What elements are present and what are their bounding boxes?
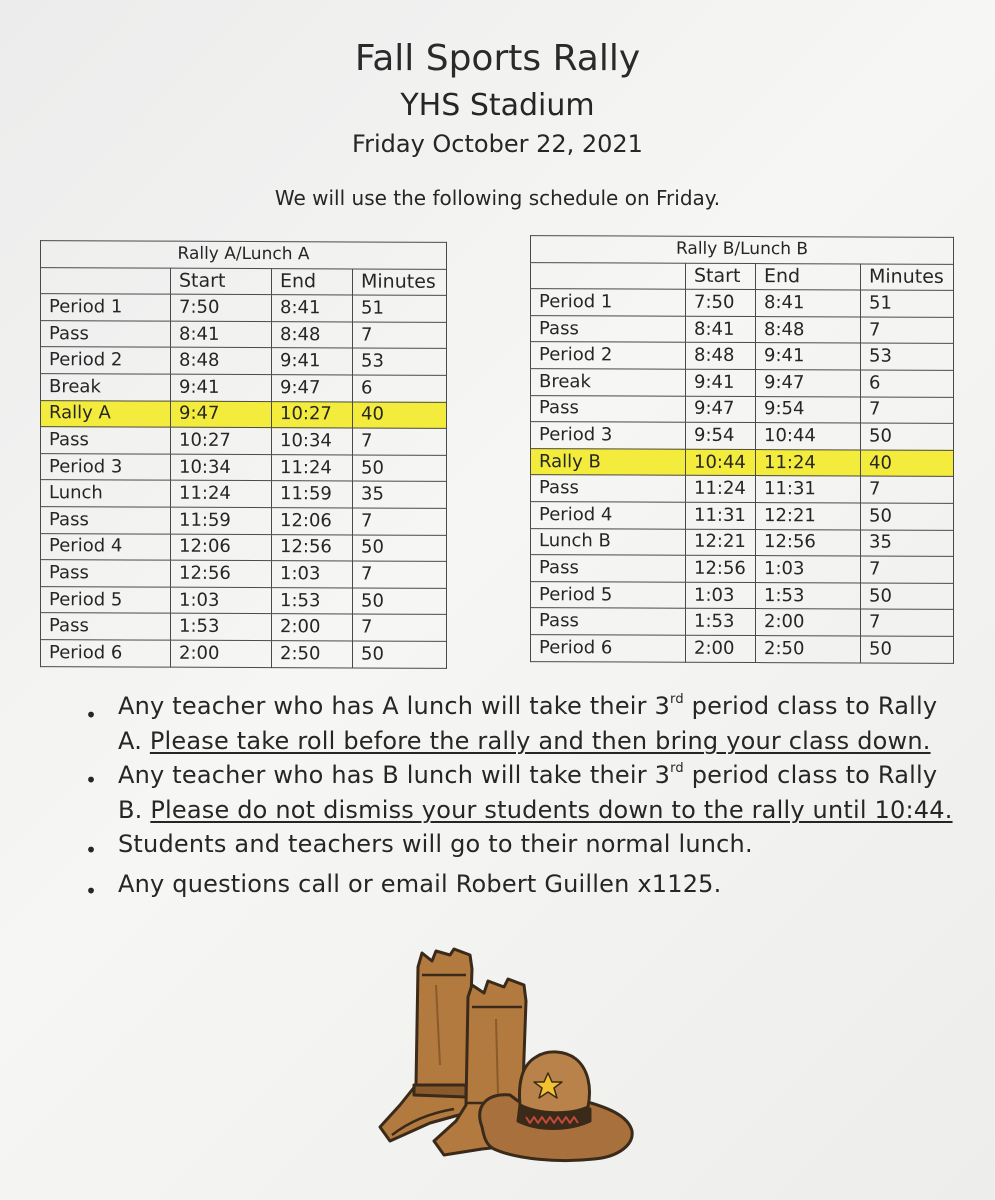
table-cell: 2:00 bbox=[756, 609, 861, 636]
table-cell: 2:50 bbox=[756, 635, 861, 662]
schedule-intro: We will use the following schedule on Friday. bbox=[274, 186, 721, 210]
table-cell: 2:00 bbox=[272, 614, 353, 641]
table-cell: 8:48 bbox=[686, 343, 756, 370]
table-cell: 7:50 bbox=[171, 294, 272, 321]
table-cell: 12:06 bbox=[171, 534, 272, 561]
column-header: Start bbox=[686, 263, 756, 290]
table-row bbox=[41, 507, 447, 535]
event-location: YHS Stadium bbox=[400, 88, 595, 123]
row-label: Period 2 bbox=[531, 342, 686, 369]
table-cell: 12:21 bbox=[756, 502, 861, 529]
table-row bbox=[531, 315, 954, 343]
row-label: Period 6 bbox=[41, 640, 171, 667]
table-cell: 6 bbox=[861, 370, 954, 397]
bullet-marker: • bbox=[85, 838, 97, 862]
schedule-table-b bbox=[530, 235, 954, 663]
table-cell: 7 bbox=[861, 397, 954, 424]
table-row bbox=[41, 586, 447, 614]
table-cell: 50 bbox=[861, 636, 954, 663]
table-cell: 7 bbox=[353, 322, 447, 349]
table-row bbox=[531, 422, 954, 450]
row-label: Break bbox=[41, 374, 171, 401]
table-row bbox=[531, 581, 954, 609]
table-cell: 7 bbox=[353, 428, 447, 455]
column-header: End bbox=[756, 263, 861, 290]
table-cell: 8:48 bbox=[171, 348, 272, 375]
table-cell: 8:41 bbox=[686, 316, 756, 343]
note-3: Students and teachers will go to their normal lunch. bbox=[118, 830, 753, 858]
column-header bbox=[41, 267, 171, 294]
table-cell: 9:47 bbox=[756, 370, 861, 397]
table-row bbox=[41, 533, 447, 561]
row-label: Pass bbox=[531, 395, 686, 422]
event-date: Friday October 22, 2021 bbox=[352, 130, 643, 158]
cowboy-boots-and-hat-icon bbox=[370, 945, 640, 1165]
row-label: Break bbox=[531, 369, 686, 396]
table-cell: 9:54 bbox=[686, 422, 756, 449]
table-cell: 10:34 bbox=[272, 428, 353, 455]
table-row bbox=[531, 475, 954, 503]
row-label: Period 4 bbox=[41, 533, 171, 560]
row-label: Pass bbox=[531, 475, 686, 502]
table-cell: 7 bbox=[861, 556, 954, 583]
table-cell: 11:59 bbox=[272, 481, 353, 508]
table-cell: 11:31 bbox=[686, 502, 756, 529]
table-cell: 53 bbox=[353, 348, 447, 375]
table-row bbox=[41, 374, 447, 402]
table-row bbox=[41, 427, 447, 455]
table-cell: 51 bbox=[861, 290, 954, 317]
table-row bbox=[41, 480, 447, 508]
table-cell: 1:53 bbox=[272, 587, 353, 614]
bullet-marker: • bbox=[85, 879, 97, 903]
column-header: End bbox=[272, 268, 353, 295]
row-label: Period 3 bbox=[41, 453, 171, 480]
page-title: Fall Sports Rally bbox=[354, 38, 641, 79]
table-cell: 50 bbox=[353, 641, 447, 668]
table-cell: 9:41 bbox=[756, 343, 861, 370]
table-cell: 1:03 bbox=[686, 582, 756, 609]
table-row bbox=[531, 528, 954, 556]
table-cell: 35 bbox=[861, 530, 954, 557]
table-cell: 9:47 bbox=[686, 396, 756, 423]
row-label: Pass bbox=[41, 427, 171, 454]
row-label: Lunch bbox=[41, 480, 171, 507]
table-cell: 40 bbox=[861, 450, 954, 477]
table-cell: 12:56 bbox=[756, 529, 861, 556]
row-label: Pass bbox=[531, 315, 686, 342]
table-cell: 50 bbox=[353, 455, 447, 482]
table-cell: 9:54 bbox=[756, 396, 861, 423]
table-caption: Rally A/Lunch A bbox=[41, 241, 447, 269]
table-cell: 9:41 bbox=[272, 348, 353, 375]
table-cell: 10:34 bbox=[171, 454, 272, 481]
column-header: Start bbox=[171, 268, 272, 295]
column-header: Minutes bbox=[861, 264, 954, 291]
table-row-highlighted bbox=[41, 400, 447, 428]
row-label: Pass bbox=[41, 613, 171, 640]
row-label: Period 5 bbox=[41, 586, 171, 613]
row-label: Period 1 bbox=[41, 294, 171, 321]
table-row bbox=[531, 502, 954, 530]
table-cell: 8:41 bbox=[756, 290, 861, 317]
row-label: Pass bbox=[41, 560, 171, 587]
table-cell: 12:56 bbox=[272, 534, 353, 561]
schedule-table-a bbox=[40, 240, 447, 668]
table-cell: 7 bbox=[861, 609, 954, 636]
table-cell: 2:00 bbox=[686, 635, 756, 662]
table-cell: 1:03 bbox=[171, 587, 272, 614]
table-row bbox=[41, 294, 447, 322]
table-row bbox=[531, 289, 954, 317]
table-cell: 7 bbox=[861, 476, 954, 503]
table-cell: 50 bbox=[353, 535, 447, 562]
table-row bbox=[531, 395, 954, 423]
table-cell: 1:53 bbox=[686, 609, 756, 636]
table-cell: 10:27 bbox=[171, 427, 272, 454]
table-cell: 6 bbox=[353, 375, 447, 402]
column-header: Minutes bbox=[353, 269, 447, 296]
bullet-marker: • bbox=[85, 703, 97, 727]
table-cell: 9:47 bbox=[171, 401, 272, 428]
table-cell: 8:48 bbox=[272, 321, 353, 348]
table-cell: 11:24 bbox=[686, 476, 756, 503]
table-row bbox=[41, 320, 447, 348]
table-row bbox=[531, 634, 954, 662]
row-label: Pass bbox=[531, 608, 686, 635]
table-cell: 8:41 bbox=[272, 295, 353, 322]
table-caption: Rally B/Lunch B bbox=[531, 236, 954, 264]
table-cell: 35 bbox=[353, 481, 447, 508]
row-label: Lunch B bbox=[531, 528, 686, 555]
table-cell: 11:24 bbox=[171, 481, 272, 508]
table-row-highlighted bbox=[531, 448, 954, 476]
note-2-line-2: B. Please do not dismiss your students down to the rally until 10:44. bbox=[118, 796, 953, 824]
table-row bbox=[531, 369, 954, 397]
note-4: Any questions call or email Robert Guillen x1125. bbox=[118, 870, 722, 898]
table-cell: 2:50 bbox=[272, 641, 353, 668]
table-cell: 11:24 bbox=[272, 454, 353, 481]
table-cell: 9:41 bbox=[686, 369, 756, 396]
row-label: Pass bbox=[41, 320, 171, 347]
row-label: Period 3 bbox=[531, 422, 686, 449]
note-2-line-1: Any teacher who has B lunch will take their 3rd period class to Rally bbox=[118, 761, 938, 789]
table-cell: 12:56 bbox=[686, 555, 756, 582]
row-label: Pass bbox=[41, 507, 171, 534]
table-row bbox=[531, 342, 954, 370]
row-label: Pass bbox=[531, 555, 686, 582]
table-cell: 50 bbox=[861, 503, 954, 530]
table-cell: 53 bbox=[861, 343, 954, 370]
table-cell: 7:50 bbox=[686, 289, 756, 316]
table-row bbox=[41, 640, 447, 668]
table-cell: 1:03 bbox=[272, 561, 353, 588]
note-1-line-2: A. Please take roll before the rally and then bring your class down. bbox=[118, 727, 931, 755]
bullet-marker: • bbox=[85, 768, 97, 792]
table-cell: 8:41 bbox=[171, 321, 272, 348]
row-label: Period 6 bbox=[531, 634, 686, 661]
table-row bbox=[531, 555, 954, 583]
table-cell: 2:00 bbox=[171, 640, 272, 667]
table-cell: 10:44 bbox=[756, 423, 861, 450]
row-label: Rally A bbox=[41, 400, 171, 427]
table-cell: 12:56 bbox=[171, 560, 272, 587]
table-cell: 51 bbox=[353, 295, 447, 322]
row-label: Period 4 bbox=[531, 502, 686, 529]
table-cell: 50 bbox=[861, 423, 954, 450]
table-cell: 1:53 bbox=[756, 582, 861, 609]
table-cell: 7 bbox=[353, 614, 447, 641]
row-label: Period 5 bbox=[531, 581, 686, 608]
table-cell: 9:41 bbox=[171, 374, 272, 401]
table-cell: 40 bbox=[353, 402, 447, 429]
table-cell: 11:31 bbox=[756, 476, 861, 503]
table-cell: 10:27 bbox=[272, 401, 353, 428]
row-label: Period 1 bbox=[531, 289, 686, 316]
table-row bbox=[41, 560, 447, 588]
table-cell: 50 bbox=[861, 583, 954, 610]
table-cell: 1:03 bbox=[756, 556, 861, 583]
table-cell: 10:44 bbox=[686, 449, 756, 476]
table-cell: 7 bbox=[861, 317, 954, 344]
table-cell: 8:48 bbox=[756, 316, 861, 343]
table-cell: 9:47 bbox=[272, 375, 353, 402]
table-cell: 12:21 bbox=[686, 529, 756, 556]
column-header bbox=[531, 262, 686, 289]
table-row bbox=[41, 453, 447, 481]
table-row bbox=[41, 347, 447, 375]
table-cell: 12:06 bbox=[272, 508, 353, 535]
table-cell: 11:24 bbox=[756, 449, 861, 476]
table-cell: 7 bbox=[353, 561, 447, 588]
row-label: Period 2 bbox=[41, 347, 171, 374]
table-cell: 11:59 bbox=[171, 507, 272, 534]
table-row bbox=[531, 608, 954, 636]
note-1-line-1: Any teacher who has A lunch will take their 3rd period class to Rally bbox=[118, 692, 938, 720]
row-label: Rally B bbox=[531, 448, 686, 475]
table-row bbox=[41, 613, 447, 641]
table-cell: 1:53 bbox=[171, 613, 272, 640]
table-cell: 50 bbox=[353, 588, 447, 615]
table-cell: 7 bbox=[353, 508, 447, 535]
